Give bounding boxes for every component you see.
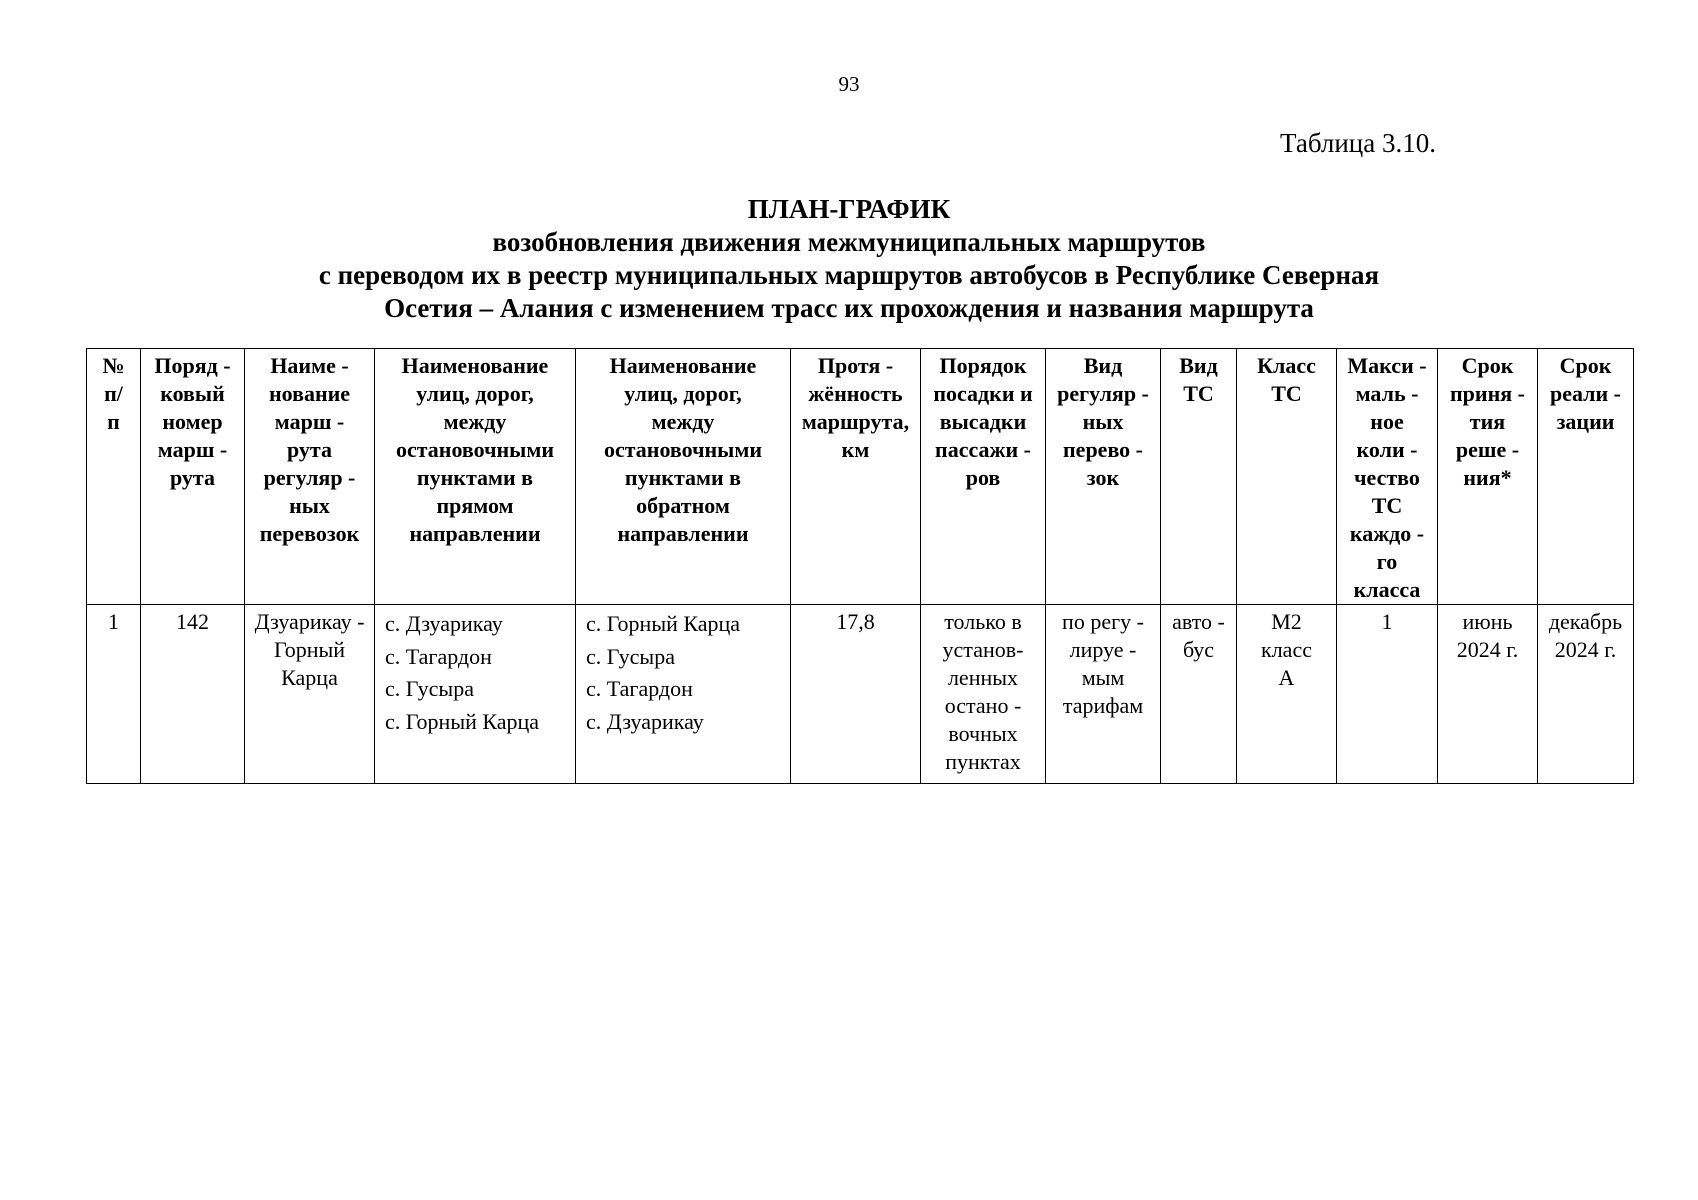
- title-line-4: Осетия – Алания с изменением трасс их прохождения и названия маршрута: [384, 293, 1314, 323]
- cell-line: обратном: [636, 493, 730, 518]
- cell-line: А: [1278, 665, 1295, 690]
- cell-line: Срок: [1559, 353, 1612, 378]
- cell-line: номер: [162, 409, 223, 434]
- cell-line: км: [841, 437, 870, 462]
- cell-line: Наиме -: [270, 353, 349, 378]
- cell-line: улиц, дорог,: [624, 381, 742, 406]
- cell-line: М2: [1271, 609, 1302, 634]
- cell-line: Наименование: [401, 353, 549, 378]
- cell-line: с. Тагардон: [586, 676, 693, 701]
- cell-line: с. Гусыра: [586, 643, 675, 669]
- header-vehicle-type: [1161, 349, 1237, 605]
- cell-line: направлении: [409, 521, 541, 546]
- header-transport-type: [1046, 349, 1161, 605]
- cell-line: ковый: [160, 381, 225, 406]
- document-title: [0, 193, 1698, 325]
- cell-line: маль -: [1355, 381, 1419, 406]
- cell-line: с. Горный Карца: [385, 708, 540, 734]
- cell-line: пунктами в: [624, 465, 742, 490]
- cell-line: высадки: [939, 409, 1027, 434]
- cell-line: Вид: [1083, 353, 1123, 378]
- cell-number: 1: [87, 605, 141, 784]
- cell-line: регуляр -: [1057, 381, 1149, 406]
- cell-line: каждо -: [1349, 521, 1425, 546]
- cell-line: Карца: [281, 665, 338, 690]
- cell-line: Макси -: [1347, 353, 1427, 378]
- header-reverse-streets: [576, 349, 791, 605]
- title-line-2: возобновления движения межмуниципальных маршрутов: [492, 227, 1206, 257]
- cell-line: зок: [1086, 465, 1120, 490]
- table-header-row: [87, 349, 1634, 605]
- cell-line: Порядок: [939, 353, 1027, 378]
- cell-line: ТС: [1371, 493, 1403, 518]
- header-route-length: [791, 349, 921, 605]
- cell-line: только в: [944, 609, 1022, 634]
- cell-line: маршрута,: [801, 409, 910, 434]
- cell-line: бус: [1182, 637, 1215, 662]
- cell-line: ТС: [1183, 381, 1214, 406]
- cell-line: посадки и: [933, 381, 1033, 406]
- cell-route-name: [245, 605, 375, 784]
- cell-line: Срок: [1461, 353, 1514, 378]
- cell-line: №: [102, 353, 125, 378]
- cell-line: Поряд -: [154, 353, 231, 378]
- header-forward-streets: [375, 349, 576, 605]
- cell-line: регуляр -: [263, 465, 356, 490]
- cell-forward-stops: [375, 605, 576, 784]
- cell-line: перево -: [1063, 437, 1143, 462]
- cell-vehicle-type: [1161, 605, 1237, 784]
- cell-line: установ-: [942, 637, 1024, 662]
- header-number: [87, 349, 141, 605]
- cell-line: ное: [1370, 409, 1404, 434]
- cell-line: Наименование: [609, 353, 757, 378]
- header-vehicle-class: [1237, 349, 1337, 605]
- route-plan-table: [86, 348, 1634, 784]
- cell-boarding-order: [921, 605, 1046, 784]
- cell-line: марш -: [274, 409, 345, 434]
- cell-line: жённость: [808, 381, 903, 406]
- table-caption: Таблица 3.10.: [1280, 128, 1436, 158]
- table-row: [87, 605, 1634, 784]
- cell-line: с. Горный Карца: [586, 611, 741, 636]
- cell-line: коли -: [1356, 437, 1418, 462]
- cell-line: марш -: [157, 437, 228, 462]
- header-route-name: [245, 349, 375, 605]
- cell-line: авто -: [1172, 609, 1225, 634]
- cell-line: мым: [1081, 665, 1125, 690]
- cell-line: чество: [1354, 465, 1420, 490]
- cell-vehicle-class: [1237, 605, 1337, 784]
- cell-realization-term: [1538, 605, 1634, 784]
- cell-line: нование: [268, 381, 351, 406]
- cell-transport-type: [1046, 605, 1161, 784]
- cell-line: декабрь: [1548, 609, 1623, 634]
- cell-line: 2024 г.: [1554, 637, 1617, 662]
- title-line-3: с переводом их в реестр муниципальных маршрутов автобусов в Республике Северная: [318, 260, 1380, 290]
- cell-line: с. Дзуарикау: [586, 708, 704, 734]
- cell-decision-term: [1438, 605, 1538, 784]
- cell-line: реше -: [1455, 437, 1520, 462]
- cell-line: остано -: [944, 693, 1022, 718]
- cell-line: Горный: [273, 637, 346, 662]
- cell-line: рута: [169, 465, 216, 490]
- header-max-vehicles: [1337, 349, 1438, 605]
- header-route-number: [141, 349, 245, 605]
- cell-reverse-stops: [576, 605, 791, 784]
- cell-line: пунктами в: [416, 465, 534, 490]
- cell-line: лируе -: [1069, 637, 1137, 662]
- cell-line: ния*: [1463, 465, 1512, 490]
- cell-line: рута: [286, 437, 333, 462]
- cell-line: перевозок: [259, 521, 360, 546]
- cell-line: зации: [1556, 409, 1615, 434]
- header-decision-term: [1438, 349, 1538, 605]
- cell-line: направлении: [617, 521, 749, 546]
- cell-route-length: 17,8: [791, 605, 921, 784]
- cell-line: июнь: [1462, 609, 1513, 634]
- cell-line: Протя -: [817, 353, 894, 378]
- cell-line: остановочными: [603, 437, 763, 462]
- cell-line: Дзуарикау -: [254, 609, 365, 634]
- cell-line: класс: [1261, 637, 1312, 662]
- page-number: 93: [838, 72, 860, 96]
- cell-line: между: [651, 409, 715, 434]
- cell-line: с. Гусыра: [385, 676, 474, 701]
- cell-line: вочных: [948, 721, 1018, 746]
- cell-line: с. Тагардон: [385, 643, 492, 669]
- cell-line: прямом: [436, 493, 514, 518]
- cell-line: ленных: [947, 665, 1019, 690]
- cell-line: Вид: [1179, 353, 1218, 378]
- header-boarding-order: [921, 349, 1046, 605]
- cell-line: ных: [289, 493, 330, 518]
- cell-line: Класс: [1257, 353, 1316, 378]
- cell-line: ных: [1082, 409, 1124, 434]
- cell-max-vehicles: 1: [1337, 605, 1438, 784]
- cell-line: 2024 г.: [1456, 637, 1519, 662]
- cell-line: приня -: [1450, 381, 1525, 406]
- cell-line: улиц, дорог,: [416, 381, 534, 406]
- title-line-1: ПЛАН-ГРАФИК: [747, 194, 951, 224]
- cell-line: класса: [1353, 577, 1421, 602]
- cell-line: пунктах: [945, 749, 1021, 774]
- cell-line: с. Дзуарикау: [385, 611, 503, 636]
- cell-route-number: 142: [141, 605, 245, 784]
- cell-line: остановочными: [395, 437, 555, 462]
- cell-line: пассажи -: [935, 437, 1031, 462]
- cell-line: ТС: [1271, 381, 1302, 406]
- cell-line: по регу -: [1062, 609, 1144, 634]
- cell-line: тарифам: [1062, 693, 1144, 718]
- cell-line: ров: [965, 465, 1001, 490]
- cell-line: п: [107, 409, 120, 434]
- cell-line: п/: [104, 381, 123, 406]
- header-realization-term: [1538, 349, 1634, 605]
- cell-line: реали -: [1549, 381, 1622, 406]
- cell-line: между: [443, 409, 507, 434]
- cell-line: го: [1376, 549, 1398, 574]
- cell-line: тия: [1469, 409, 1506, 434]
